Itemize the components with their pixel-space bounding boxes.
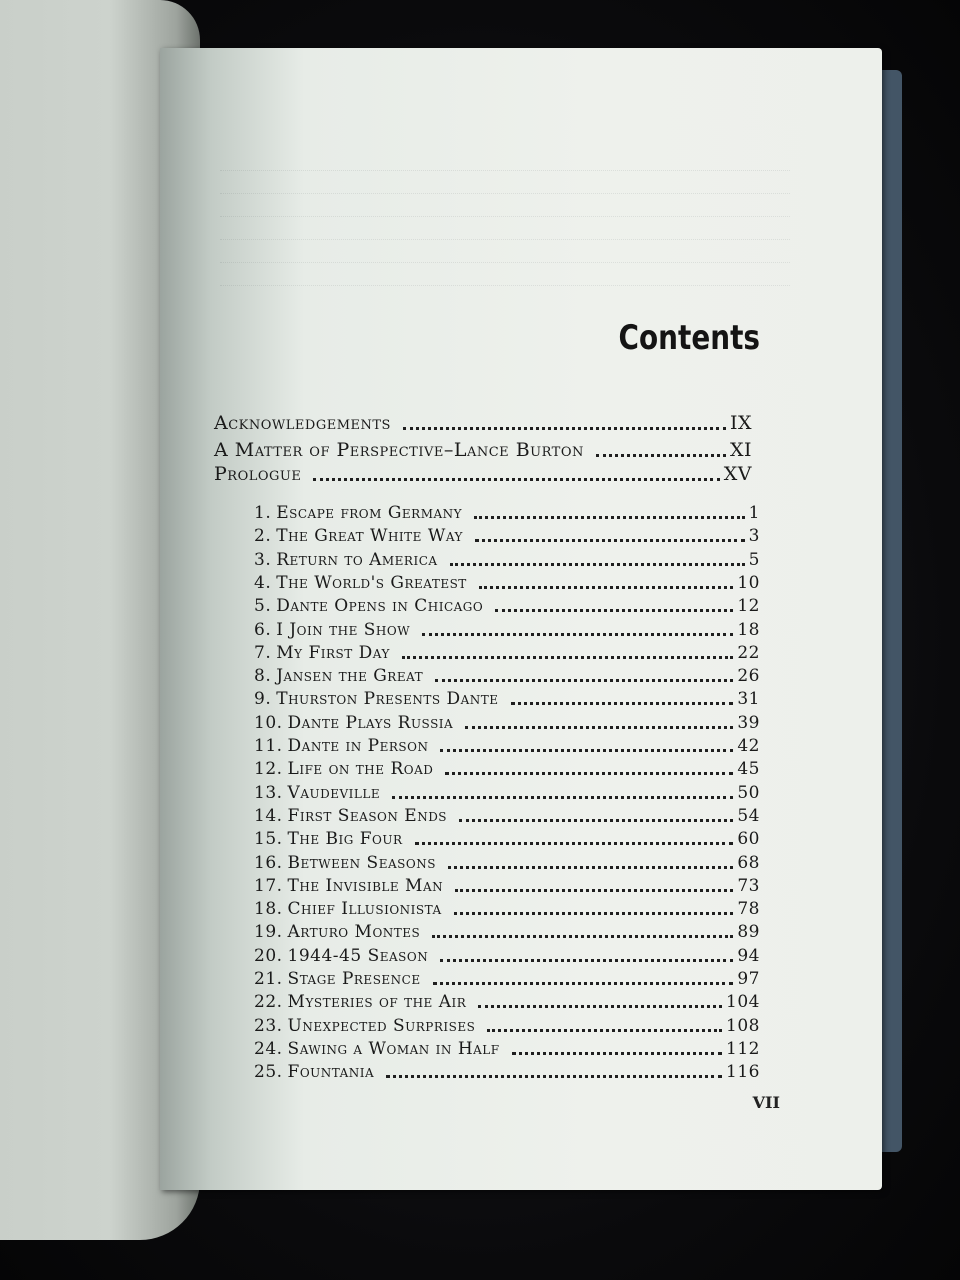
chapter-page: 68	[737, 852, 760, 873]
toc-entry-front[interactable]	[214, 439, 752, 461]
chapter-page: 54	[737, 805, 760, 826]
chapter-title: Chief Illusionista	[287, 899, 442, 920]
chapter-page: 73	[737, 875, 760, 896]
chapter-page: 89	[737, 922, 760, 943]
toc-entry-chapter[interactable]	[254, 736, 760, 756]
chapter-page: 45	[737, 759, 760, 780]
chapter-page: 116	[726, 1062, 760, 1083]
toc-entry-chapter[interactable]	[254, 946, 760, 966]
chapter-number: 18.	[254, 899, 283, 920]
chapter-title: Sawing a Woman in Half	[287, 1038, 500, 1059]
chapter-number: 20.	[254, 945, 283, 966]
chapter-title: Jansen the Great	[276, 666, 424, 687]
chapter-number: 3.	[254, 549, 272, 570]
chapter-page: 108	[726, 1015, 760, 1036]
chapter-number: 21.	[254, 969, 283, 989]
entry-page: XV	[723, 463, 752, 485]
chapter-page: 18	[737, 619, 760, 640]
dot-leader	[511, 702, 734, 705]
dot-leader	[448, 866, 733, 869]
entry-title: Acknowledgements	[214, 412, 391, 434]
chapter-title: Life on the Road	[287, 759, 434, 780]
chapter-title: Arturo Montes	[287, 922, 421, 943]
dot-leader	[432, 935, 733, 938]
chapter-page: 104	[726, 992, 760, 1013]
chapter-title: My First Day	[276, 642, 390, 663]
toc-entry-chapter[interactable]	[254, 550, 760, 570]
toc-entry-chapter[interactable]	[254, 526, 760, 546]
dot-leader	[415, 842, 734, 845]
chapter-title: The World's Greatest	[276, 572, 467, 593]
dot-leader	[402, 656, 733, 659]
chapter-number: 10.	[254, 712, 283, 733]
chapter-number: 6.	[254, 619, 272, 640]
dot-leader	[435, 679, 733, 682]
chapter-page: 26	[737, 666, 760, 687]
dot-leader	[454, 912, 734, 915]
chapter-page: 94	[737, 945, 760, 966]
chapter-page: 1	[748, 503, 760, 523]
chapter-page: 112	[726, 1038, 760, 1059]
dot-leader	[487, 1029, 722, 1032]
chapter-page: 12	[737, 596, 760, 617]
chapter-page: 60	[737, 829, 760, 850]
chapter-number: 12.	[254, 759, 283, 780]
chapter-page: 3	[748, 526, 760, 547]
toc-entry-front[interactable]	[214, 412, 752, 434]
toc-entry-chapter[interactable]	[254, 1062, 760, 1082]
chapter-title: Stage Presence	[287, 969, 421, 989]
chapter-number: 9.	[254, 689, 272, 710]
dot-leader	[495, 609, 733, 612]
toc-entry-chapter[interactable]	[254, 922, 760, 942]
dot-leader	[512, 1052, 722, 1055]
chapter-number: 22.	[254, 992, 283, 1013]
chapter-number: 19.	[254, 922, 283, 943]
chapter-number: 24.	[254, 1038, 283, 1059]
dot-leader	[440, 959, 733, 962]
toc-entry-chapter[interactable]	[254, 806, 760, 826]
chapter-title: Dante in Person	[287, 736, 429, 756]
page-title: Contents	[618, 318, 760, 358]
chapter-page: 97	[737, 969, 760, 989]
dot-leader	[455, 889, 733, 892]
entry-page: XI	[729, 439, 752, 461]
dot-leader	[459, 819, 733, 822]
dot-leader	[403, 427, 726, 430]
chapter-title: The Big Four	[287, 829, 403, 850]
chapter-number: 15.	[254, 829, 283, 850]
entry-title: A Matter of Perspective–Lance Burton	[214, 439, 584, 461]
toc-entry-front[interactable]	[214, 463, 752, 485]
chapter-number: 23.	[254, 1015, 283, 1036]
chapter-page: 22	[737, 642, 760, 663]
chapter-title: 1944-45 Season	[287, 945, 429, 966]
toc-entry-chapter[interactable]	[254, 713, 760, 733]
dot-leader	[475, 539, 745, 542]
chapter-title: Fountania	[287, 1062, 375, 1083]
chapter-title: The Invisible Man	[287, 875, 444, 896]
chapter-number: 8.	[254, 666, 272, 687]
chapter-title: Thurston Presents Dante	[276, 689, 499, 710]
dot-leader	[386, 1075, 722, 1078]
chapter-title: I Join the Show	[276, 619, 411, 640]
entry-page: IX	[729, 412, 752, 434]
chapter-title: First Season Ends	[287, 805, 448, 826]
toc-entry-chapter[interactable]	[254, 689, 760, 709]
toc-entry-chapter[interactable]	[254, 899, 760, 919]
chapter-number: 25.	[254, 1062, 283, 1083]
chapter-title: The Great White Way	[276, 526, 463, 547]
toc-entry-chapter[interactable]	[254, 876, 760, 896]
dot-leader	[440, 749, 733, 752]
entry-title: Prologue	[214, 463, 302, 485]
chapter-title: Mysteries of the Air	[287, 992, 467, 1013]
chapter-title: Return to America	[276, 549, 438, 570]
chapter-number: 5.	[254, 596, 272, 617]
toc-entry-chapter[interactable]	[254, 666, 760, 686]
dot-leader	[445, 772, 733, 775]
chapter-number: 17.	[254, 875, 283, 896]
dot-leader	[478, 1005, 722, 1008]
toc-entry-chapter[interactable]	[254, 783, 760, 803]
dot-leader	[479, 586, 734, 589]
chapter-page: 50	[737, 782, 760, 803]
chapter-number: 7.	[254, 642, 272, 663]
toc-entry-chapter[interactable]	[254, 1016, 760, 1036]
toc-entry-chapter[interactable]	[254, 992, 760, 1012]
toc-entry-chapter[interactable]	[254, 596, 760, 616]
toc-entry-chapter[interactable]	[254, 573, 760, 593]
chapter-number: 4.	[254, 572, 272, 593]
dot-leader	[596, 454, 726, 457]
dot-leader	[433, 982, 734, 985]
chapter-page: 31	[737, 689, 760, 710]
toc-entry-chapter[interactable]	[254, 759, 760, 779]
chapter-page: 5	[748, 549, 760, 570]
chapter-title: Dante Opens in Chicago	[276, 596, 484, 617]
chapter-page: 10	[737, 572, 760, 593]
dot-leader	[313, 478, 719, 481]
page-folio: VII	[752, 1093, 780, 1112]
dot-leader	[465, 726, 733, 729]
chapter-title: Vaudeville	[287, 782, 381, 803]
chapter-title: Dante Plays Russia	[287, 712, 454, 733]
chapter-page: 42	[737, 736, 760, 756]
dot-leader	[392, 796, 733, 799]
toc-entry-chapter[interactable]	[254, 503, 760, 523]
toc-entry-chapter[interactable]	[254, 1039, 760, 1059]
toc-entry-chapter[interactable]	[254, 969, 760, 989]
chapter-page: 39	[737, 712, 760, 733]
chapter-title: Unexpected Surprises	[287, 1015, 476, 1036]
dot-leader	[450, 563, 745, 566]
chapter-number: 16.	[254, 852, 283, 873]
dot-leader	[474, 516, 745, 519]
chapter-number: 11.	[254, 736, 283, 756]
chapter-number: 14.	[254, 805, 283, 826]
toc-entry-chapter[interactable]	[254, 643, 760, 663]
show-through-text	[220, 148, 790, 286]
chapter-title: Between Seasons	[287, 852, 436, 873]
toc-entry-chapter[interactable]	[254, 620, 760, 640]
chapter-number: 1.	[254, 503, 272, 523]
chapter-number: 2.	[254, 526, 272, 547]
toc-entry-chapter[interactable]	[254, 829, 760, 849]
chapter-page: 78	[737, 899, 760, 920]
chapter-title: Escape from Germany	[276, 503, 463, 523]
dot-leader	[422, 633, 733, 636]
chapter-number: 13.	[254, 782, 283, 803]
toc-entry-chapter[interactable]	[254, 853, 760, 873]
